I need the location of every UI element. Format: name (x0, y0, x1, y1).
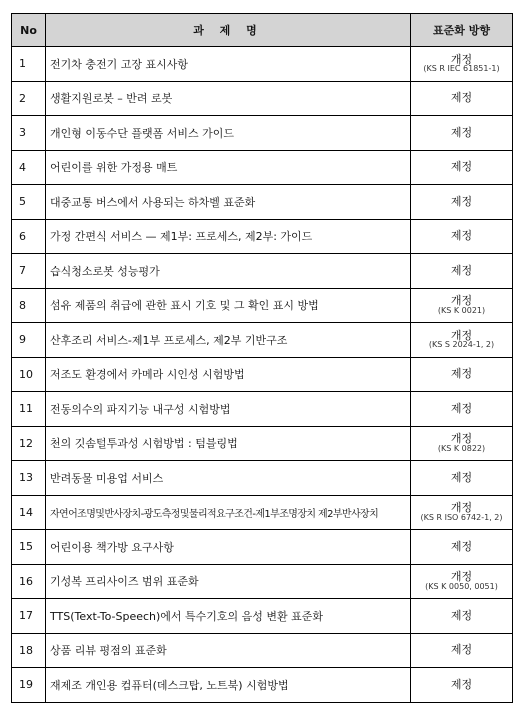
table-row (12, 495, 513, 530)
row-number: 11 (12, 392, 46, 427)
table-row (12, 288, 513, 323)
row-title: 반려동물 미용업 서비스 (46, 461, 411, 496)
row-number: 13 (12, 461, 46, 496)
row-title: 전기차 충전기 고장 표시사항 (46, 47, 411, 82)
row-direction-cell (411, 599, 513, 634)
row-number: 3 (12, 116, 46, 151)
row-title: 습식청소로봇 성능평가 (46, 254, 411, 289)
table-row (12, 633, 513, 668)
row-title: 상품 리뷰 평점의 표준화 (46, 633, 411, 668)
direction-label: 제정 (450, 677, 473, 691)
row-direction-cell (411, 564, 513, 599)
direction-label: 제정 (450, 608, 473, 622)
table-row (12, 81, 513, 116)
row-number: 9 (12, 323, 46, 358)
row-number: 14 (12, 495, 46, 530)
direction-label: 제정 (450, 470, 473, 484)
standards-table-container (11, 13, 513, 703)
direction-label: 제정 (450, 91, 473, 105)
direction-label: 개정 (450, 501, 473, 515)
row-number: 18 (12, 633, 46, 668)
direction-label: 제정 (450, 160, 473, 174)
table-row (12, 564, 513, 599)
table-row (12, 599, 513, 634)
row-number: 10 (12, 357, 46, 392)
direction-label: 제정 (450, 539, 473, 553)
row-number: 15 (12, 530, 46, 565)
table-row (12, 530, 513, 565)
table-row (12, 323, 513, 358)
row-title: 섬유 제품의 취급에 관한 표시 기호 및 그 확인 표시 방법 (46, 288, 411, 323)
row-direction-cell (411, 495, 513, 530)
direction-label: 제정 (450, 194, 473, 208)
row-direction-cell (411, 426, 513, 461)
table-row (12, 426, 513, 461)
row-direction-cell (411, 116, 513, 151)
row-title: 재제조 개인용 컴퓨터(데스크탑, 노트북) 시험방법 (46, 668, 411, 703)
row-number: 7 (12, 254, 46, 289)
direction-label: 개정 (450, 294, 473, 308)
row-direction-cell (411, 530, 513, 565)
direction-label: 제정 (450, 229, 473, 243)
row-title: TTS(Text-To-Speech)에서 특수기호의 음성 변환 표준화 (46, 599, 411, 634)
table-row (12, 47, 513, 82)
direction-label: 개정 (450, 570, 473, 584)
row-direction-cell (411, 392, 513, 427)
direction-label: 개정 (450, 328, 473, 342)
table-row (12, 150, 513, 185)
standard-reference: (KS K 0050, 0051) (425, 581, 498, 591)
row-title: 전동의수의 파지기능 내구성 시험방법 (46, 392, 411, 427)
row-number: 16 (12, 564, 46, 599)
row-direction-cell (411, 288, 513, 323)
row-direction-cell (411, 668, 513, 703)
table-row (12, 357, 513, 392)
header-title: 과 제 명 (46, 14, 411, 47)
row-number: 8 (12, 288, 46, 323)
header-no: No (12, 14, 46, 47)
standards-table (11, 13, 513, 703)
standard-reference: (KS R ISO 6742-1, 2) (420, 512, 503, 522)
direction-label: 개정 (450, 432, 473, 446)
row-direction-cell (411, 357, 513, 392)
row-title: 가정 간편식 서비스 — 제1부: 프로세스, 제2부: 가이드 (46, 219, 411, 254)
row-title: 산후조리 서비스-제1부 프로세스, 제2부 기반구조 (46, 323, 411, 358)
row-number: 19 (12, 668, 46, 703)
row-direction-cell (411, 47, 513, 82)
row-number: 4 (12, 150, 46, 185)
row-direction-cell (411, 323, 513, 358)
row-number: 17 (12, 599, 46, 634)
row-direction-cell (411, 81, 513, 116)
row-number: 1 (12, 47, 46, 82)
row-direction-cell (411, 219, 513, 254)
direction-label: 제정 (450, 643, 473, 657)
table-body (12, 47, 513, 703)
standard-reference: (KS S 2024-1, 2) (428, 340, 495, 350)
direction-label: 제정 (450, 125, 473, 139)
row-title: 어린이를 위한 가정용 매트 (46, 150, 411, 185)
table-row (12, 116, 513, 151)
row-title: 어린이용 책가방 요구사항 (46, 530, 411, 565)
row-title: 자연어조명및반사장치-광도측정및물리적요구조건-제1부조명장치 제2부반사장치 (46, 495, 411, 530)
standard-reference: (KS K 0822) (437, 443, 486, 453)
table-row (12, 461, 513, 496)
row-title: 기성복 프리사이즈 범위 표준화 (46, 564, 411, 599)
table-row (12, 392, 513, 427)
standard-reference: (KS R IEC 61851-1) (423, 64, 500, 74)
table-row (12, 219, 513, 254)
row-number: 2 (12, 81, 46, 116)
row-title: 생활지원로봇 – 반려 로봇 (46, 81, 411, 116)
row-direction-cell (411, 461, 513, 496)
row-number: 6 (12, 219, 46, 254)
direction-label: 개정 (450, 52, 473, 66)
row-number: 12 (12, 426, 46, 461)
table-row (12, 185, 513, 220)
table-row (12, 254, 513, 289)
row-direction-cell (411, 185, 513, 220)
direction-label: 제정 (450, 401, 473, 415)
row-direction-cell (411, 150, 513, 185)
row-title: 개인형 이동수단 플랫폼 서비스 가이드 (46, 116, 411, 151)
direction-label: 제정 (450, 263, 473, 277)
row-number: 5 (12, 185, 46, 220)
row-direction-cell (411, 633, 513, 668)
row-title: 저조도 환경에서 카메라 시인성 시험방법 (46, 357, 411, 392)
table-header-row (12, 14, 513, 47)
header-direction: 표준화 방향 (411, 14, 513, 47)
row-title: 천의 깃솜털투과성 시험방법 : 텀블링법 (46, 426, 411, 461)
row-title: 대중교통 버스에서 사용되는 하차벨 표준화 (46, 185, 411, 220)
row-direction-cell (411, 254, 513, 289)
table-row (12, 668, 513, 703)
direction-label: 제정 (450, 367, 473, 381)
standard-reference: (KS K 0021) (437, 305, 486, 315)
